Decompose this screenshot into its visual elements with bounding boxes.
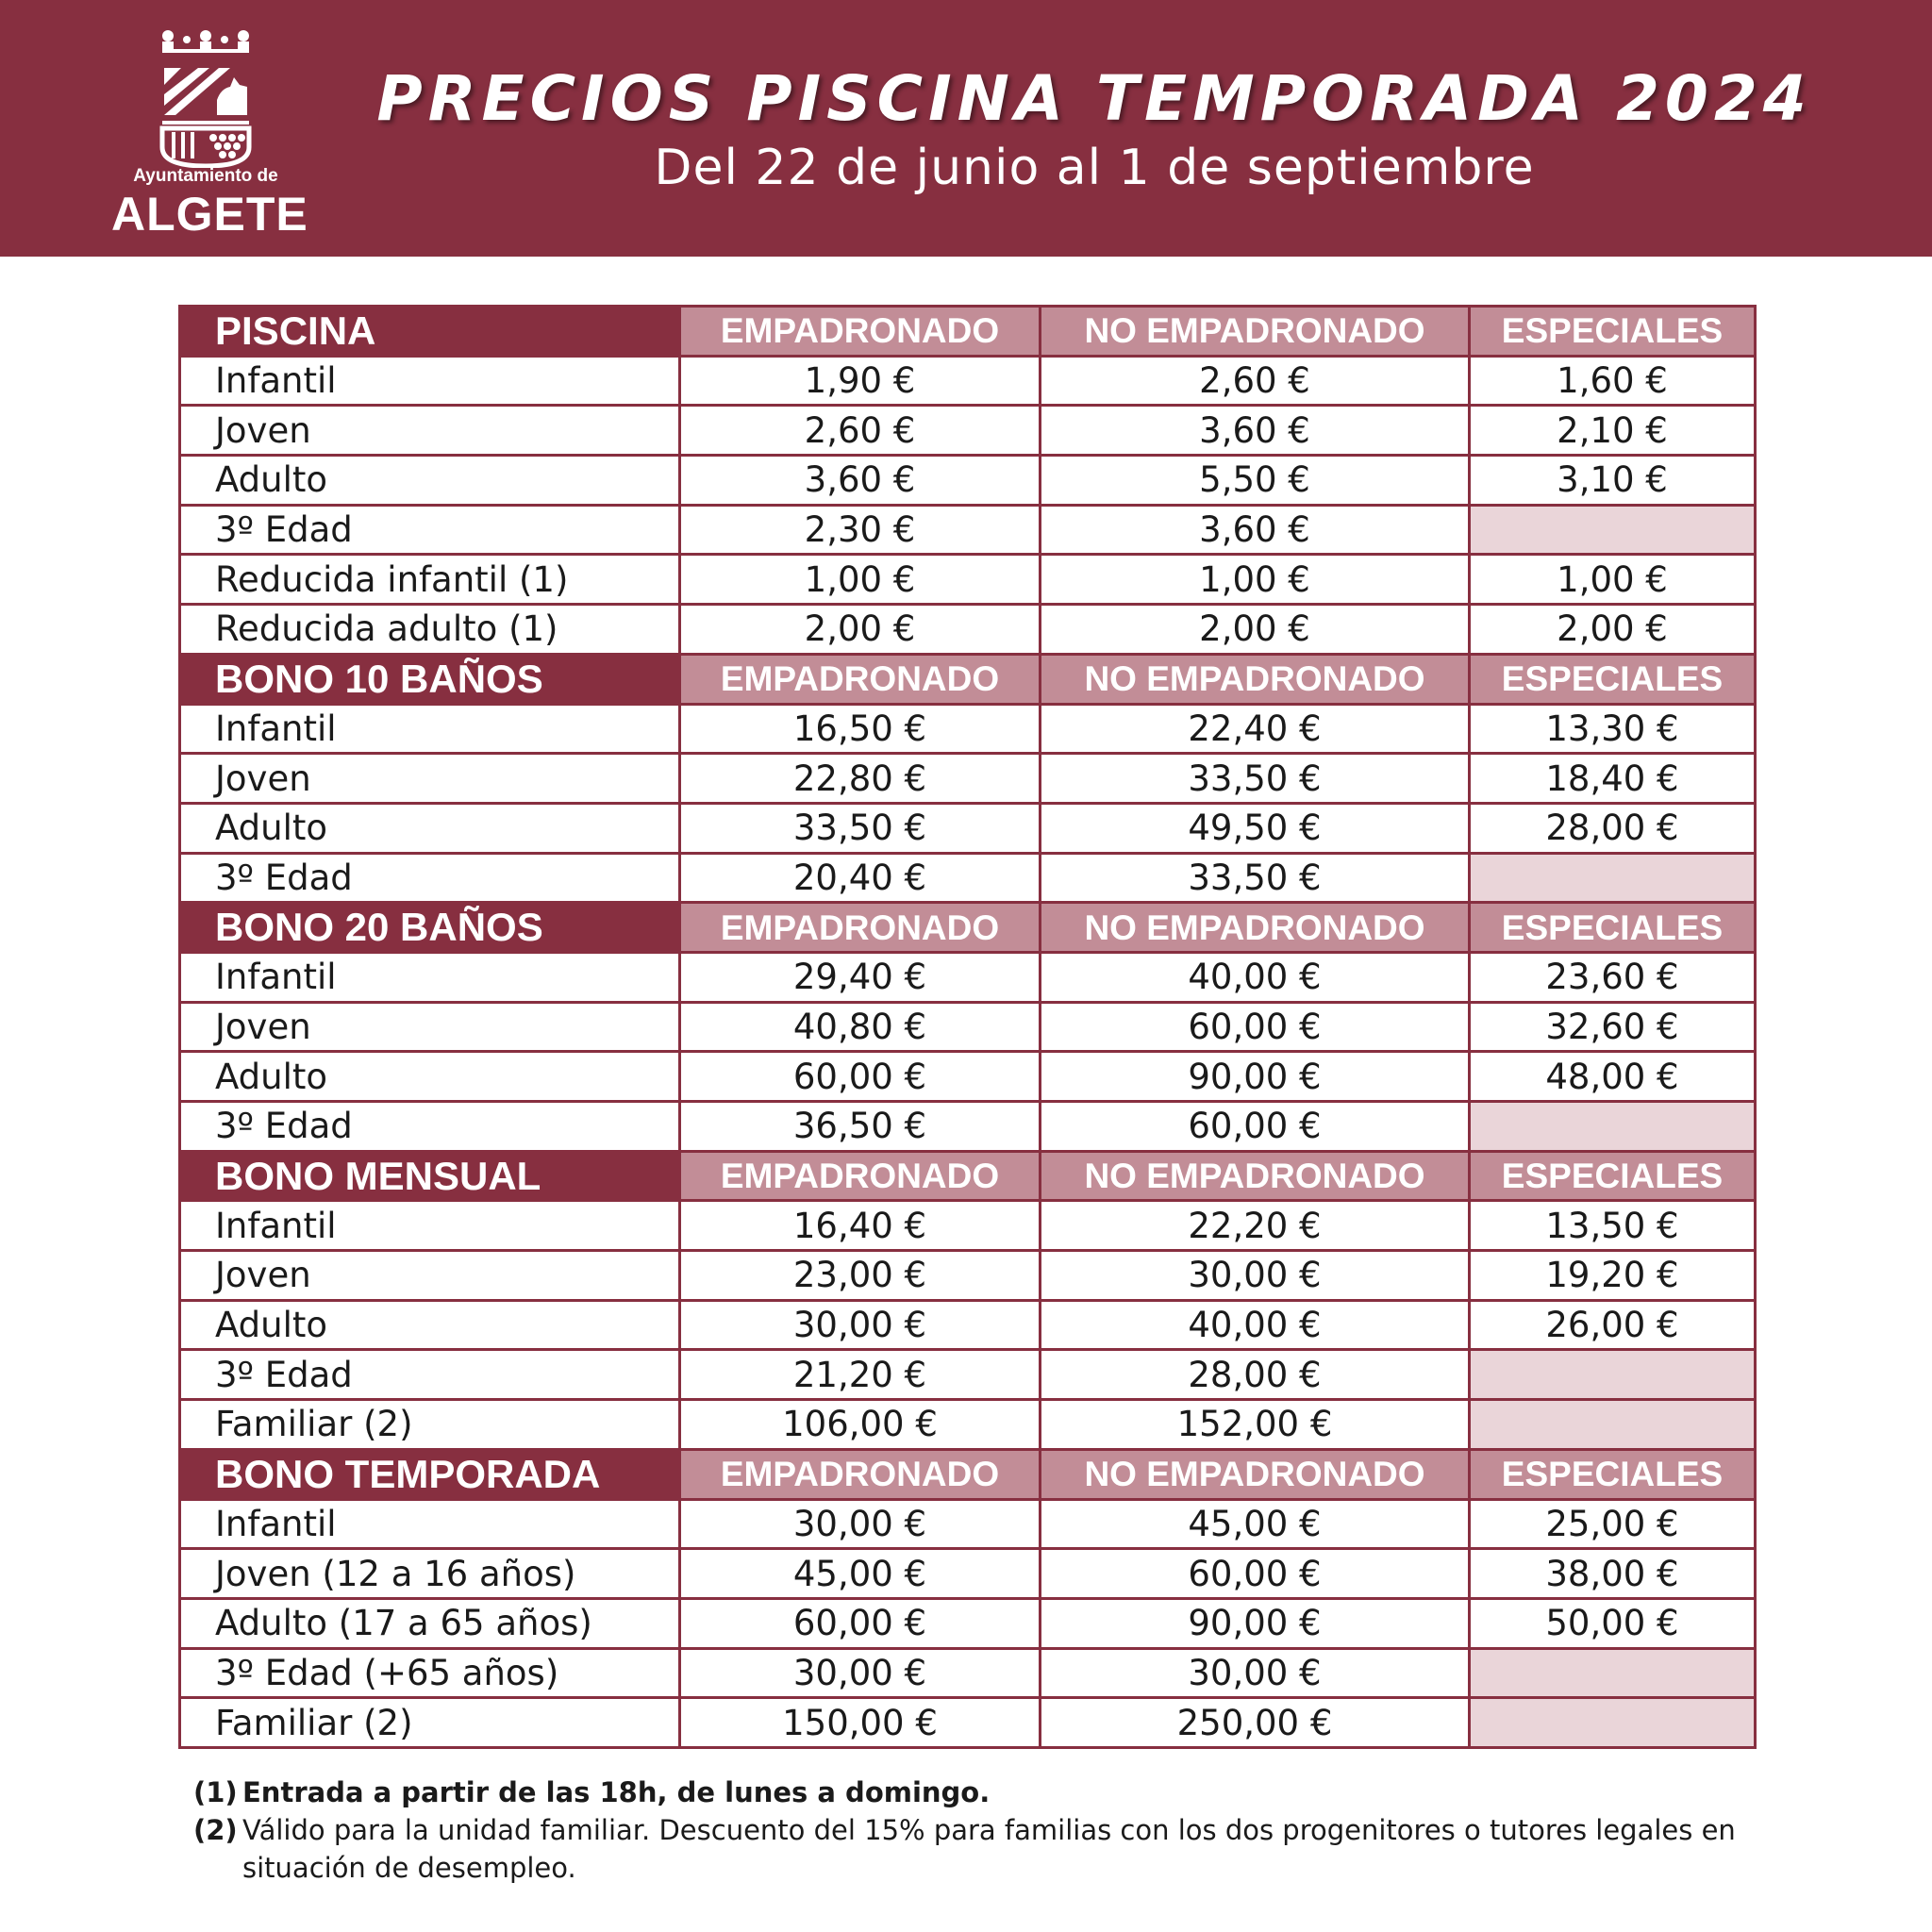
row-label: Joven	[180, 1002, 680, 1052]
price-cell: 5,50 €	[1041, 456, 1470, 506]
section-header-row	[180, 903, 1756, 953]
price-cell: 2,00 €	[1041, 605, 1470, 655]
empty-cell	[1470, 505, 1756, 555]
price-cell: 18,40 €	[1470, 754, 1756, 804]
row-label: Infantil	[180, 1201, 680, 1251]
table-row	[180, 1251, 1756, 1301]
empty-cell	[1470, 1102, 1756, 1152]
section-title: PISCINA	[180, 307, 680, 357]
column-header: ESPECIALES	[1470, 1151, 1756, 1201]
logo-name: ALGETE	[111, 188, 308, 241]
section-header-row	[180, 1449, 1756, 1499]
price-cell: 1,00 €	[680, 555, 1041, 605]
price-cell: 60,00 €	[1041, 1549, 1470, 1599]
price-cell: 26,00 €	[1470, 1300, 1756, 1350]
table-row	[180, 1499, 1756, 1549]
price-cell: 22,80 €	[680, 754, 1041, 804]
footnote-text: Entrada a partir de las 18h, de lunes a domingo.	[242, 1776, 991, 1808]
price-cell: 152,00 €	[1041, 1400, 1470, 1450]
footnote-marker: (1)	[193, 1776, 238, 1808]
price-cell: 33,50 €	[680, 803, 1041, 853]
row-label: Joven	[180, 1251, 680, 1301]
empty-cell	[1470, 1350, 1756, 1400]
price-cell: 30,00 €	[1041, 1251, 1470, 1301]
table-row	[180, 356, 1756, 406]
section-header-row	[180, 1151, 1756, 1201]
column-header: EMPADRONADO	[680, 903, 1041, 953]
price-cell: 33,50 €	[1041, 754, 1470, 804]
page-subtitle: Del 22 de junio al 1 de septiembre	[654, 140, 1535, 196]
price-cell: 38,00 €	[1470, 1549, 1756, 1599]
price-cell: 90,00 €	[1041, 1052, 1470, 1102]
price-cell: 23,00 €	[680, 1251, 1041, 1301]
table-row	[180, 456, 1756, 506]
table-row	[180, 853, 1756, 903]
price-cell: 48,00 €	[1470, 1052, 1756, 1102]
price-table	[178, 305, 1757, 1749]
price-cell: 40,00 €	[1041, 952, 1470, 1002]
row-label: Adulto	[180, 456, 680, 506]
row-label: Familiar (2)	[180, 1698, 680, 1748]
row-label: Reducida infantil (1)	[180, 555, 680, 605]
price-cell: 3,10 €	[1470, 456, 1756, 506]
price-cell: 28,00 €	[1041, 1350, 1470, 1400]
row-label: 3º Edad	[180, 853, 680, 903]
section-header-row	[180, 307, 1756, 357]
footnote-2	[193, 1811, 1797, 1887]
logo-subtitle: Ayuntamiento de	[133, 166, 278, 186]
table-row	[180, 1201, 1756, 1251]
row-label: Infantil	[180, 704, 680, 754]
empty-cell	[1470, 853, 1756, 903]
row-label: Adulto	[180, 1052, 680, 1102]
empty-cell	[1470, 1698, 1756, 1748]
price-cell: 30,00 €	[680, 1300, 1041, 1350]
table-row	[180, 1052, 1756, 1102]
price-cell: 50,00 €	[1470, 1598, 1756, 1648]
price-cell: 19,20 €	[1470, 1251, 1756, 1301]
price-cell: 60,00 €	[680, 1052, 1041, 1102]
footnote-1	[193, 1774, 1797, 1811]
row-label: Adulto	[180, 1300, 680, 1350]
price-cell: 60,00 €	[1041, 1102, 1470, 1152]
price-cell: 13,30 €	[1470, 704, 1756, 754]
price-cell: 30,00 €	[1041, 1648, 1470, 1698]
row-label: 3º Edad	[180, 505, 680, 555]
row-label: Familiar (2)	[180, 1400, 680, 1450]
table-row	[180, 505, 1756, 555]
price-cell: 90,00 €	[1041, 1598, 1470, 1648]
price-cell: 2,10 €	[1470, 406, 1756, 456]
row-label: 3º Edad (+65 años)	[180, 1648, 680, 1698]
price-cell: 150,00 €	[680, 1698, 1041, 1748]
page-title: PRECIOS PISCINA TEMPORADA 2024	[376, 62, 1812, 135]
row-label: Adulto	[180, 803, 680, 853]
column-header: NO EMPADRONADO	[1041, 1449, 1470, 1499]
price-cell: 2,60 €	[680, 406, 1041, 456]
price-cell: 40,80 €	[680, 1002, 1041, 1052]
price-cell: 2,00 €	[680, 605, 1041, 655]
column-header: EMPADRONADO	[680, 1449, 1041, 1499]
table-row	[180, 1002, 1756, 1052]
table-row	[180, 754, 1756, 804]
column-header: NO EMPADRONADO	[1041, 1151, 1470, 1201]
column-header: NO EMPADRONADO	[1041, 307, 1470, 357]
table-row	[180, 555, 1756, 605]
column-header: NO EMPADRONADO	[1041, 903, 1470, 953]
row-label: 3º Edad	[180, 1102, 680, 1152]
price-cell: 2,30 €	[680, 505, 1041, 555]
table-row	[180, 1648, 1756, 1698]
section-title: BONO TEMPORADA	[180, 1449, 680, 1499]
price-cell: 106,00 €	[680, 1400, 1041, 1450]
price-cell: 22,20 €	[1041, 1201, 1470, 1251]
table-row	[180, 803, 1756, 853]
footnote-marker: (2)	[193, 1814, 238, 1846]
price-cell: 23,60 €	[1470, 952, 1756, 1002]
price-cell: 28,00 €	[1470, 803, 1756, 853]
price-cell: 36,50 €	[680, 1102, 1041, 1152]
footnote-text: Válido para la unidad familiar. Descuento del 15% para familias con los dos progenitores o tutores legales en situación de desempleo.	[242, 1814, 1736, 1884]
price-table-body	[180, 307, 1756, 1748]
footnotes	[193, 1774, 1797, 1887]
table-row	[180, 406, 1756, 456]
column-header: ESPECIALES	[1470, 654, 1756, 704]
section-title: BONO 10 BAÑOS	[180, 654, 680, 704]
empty-cell	[1470, 1648, 1756, 1698]
price-cell: 30,00 €	[680, 1648, 1041, 1698]
coat-of-arms-icon	[158, 26, 253, 168]
price-cell: 1,90 €	[680, 356, 1041, 406]
column-header: EMPADRONADO	[680, 307, 1041, 357]
price-cell: 60,00 €	[1041, 1002, 1470, 1052]
algete-logo	[111, 21, 308, 241]
table-row	[180, 952, 1756, 1002]
price-cell: 49,50 €	[1041, 803, 1470, 853]
table-row	[180, 605, 1756, 655]
price-cell: 3,60 €	[1041, 406, 1470, 456]
price-cell: 21,20 €	[680, 1350, 1041, 1400]
row-label: Adulto (17 a 65 años)	[180, 1598, 680, 1648]
price-cell: 16,40 €	[680, 1201, 1041, 1251]
table-row	[180, 1300, 1756, 1350]
column-header: NO EMPADRONADO	[1041, 654, 1470, 704]
row-label: Infantil	[180, 952, 680, 1002]
price-cell: 1,60 €	[1470, 356, 1756, 406]
table-row	[180, 1549, 1756, 1599]
row-label: Joven (12 a 16 años)	[180, 1549, 680, 1599]
row-label: 3º Edad	[180, 1350, 680, 1400]
price-cell: 40,00 €	[1041, 1300, 1470, 1350]
column-header: ESPECIALES	[1470, 307, 1756, 357]
price-cell: 20,40 €	[680, 853, 1041, 903]
row-label: Infantil	[180, 356, 680, 406]
header-banner	[0, 0, 1932, 257]
column-header: ESPECIALES	[1470, 903, 1756, 953]
price-cell: 3,60 €	[680, 456, 1041, 506]
price-cell: 30,00 €	[680, 1499, 1041, 1549]
price-cell: 3,60 €	[1041, 505, 1470, 555]
column-header: EMPADRONADO	[680, 1151, 1041, 1201]
row-label: Joven	[180, 754, 680, 804]
price-cell: 45,00 €	[680, 1549, 1041, 1599]
table-row	[180, 1598, 1756, 1648]
price-cell: 16,50 €	[680, 704, 1041, 754]
table-row	[180, 1102, 1756, 1152]
row-label: Infantil	[180, 1499, 680, 1549]
price-cell: 1,00 €	[1470, 555, 1756, 605]
price-cell: 250,00 €	[1041, 1698, 1470, 1748]
price-cell: 22,40 €	[1041, 704, 1470, 754]
row-label: Joven	[180, 406, 680, 456]
price-cell: 33,50 €	[1041, 853, 1470, 903]
empty-cell	[1470, 1400, 1756, 1450]
section-header-row	[180, 654, 1756, 704]
price-cell: 29,40 €	[680, 952, 1041, 1002]
table-row	[180, 704, 1756, 754]
price-cell: 25,00 €	[1470, 1499, 1756, 1549]
table-row	[180, 1350, 1756, 1400]
price-cell: 45,00 €	[1041, 1499, 1470, 1549]
table-row	[180, 1698, 1756, 1748]
price-cell: 60,00 €	[680, 1598, 1041, 1648]
price-cell: 13,50 €	[1470, 1201, 1756, 1251]
column-header: EMPADRONADO	[680, 654, 1041, 704]
price-cell: 1,00 €	[1041, 555, 1470, 605]
section-title: BONO MENSUAL	[180, 1151, 680, 1201]
row-label: Reducida adulto (1)	[180, 605, 680, 655]
table-row	[180, 1400, 1756, 1450]
section-title: BONO 20 BAÑOS	[180, 903, 680, 953]
price-cell: 2,60 €	[1041, 356, 1470, 406]
column-header: ESPECIALES	[1470, 1449, 1756, 1499]
price-cell: 32,60 €	[1470, 1002, 1756, 1052]
price-cell: 2,00 €	[1470, 605, 1756, 655]
